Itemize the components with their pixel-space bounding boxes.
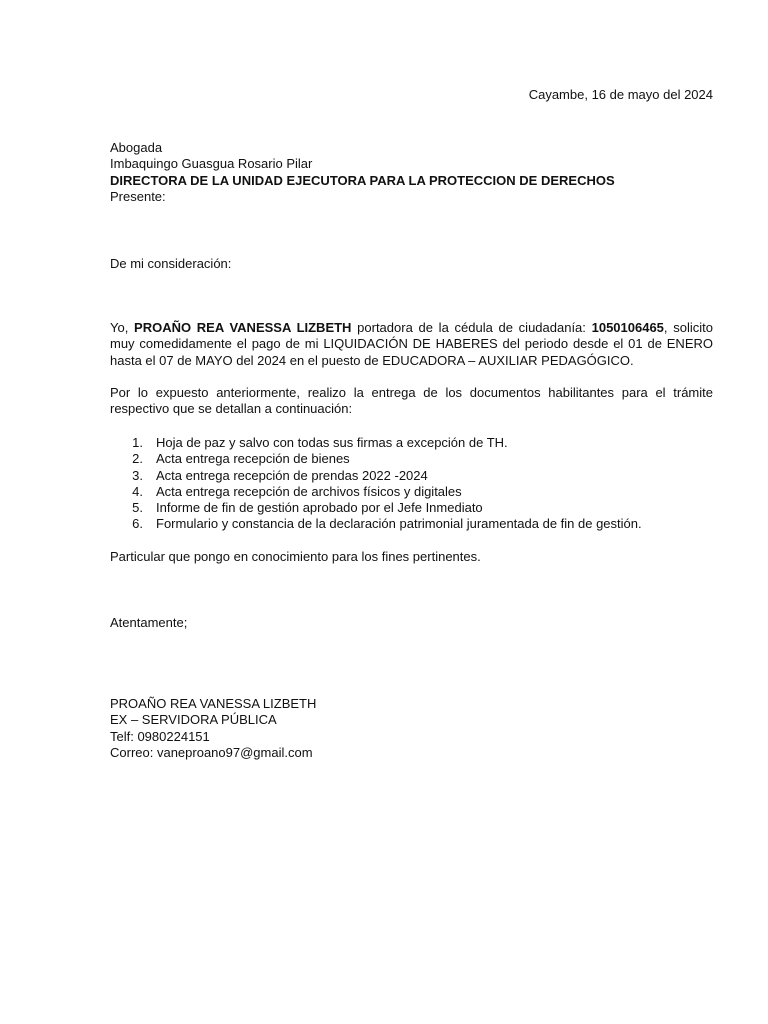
list-item — [110, 484, 642, 500]
list-item-number: 5. — [132, 500, 143, 516]
addressee-presente: Presente: — [110, 188, 166, 204]
list-item — [110, 468, 642, 484]
addressee-name: Imbaquingo Guasgua Rosario Pilar — [110, 156, 313, 172]
date-line: Cayambe, 16 de mayo del 2024 — [528, 87, 713, 102]
list-item — [110, 451, 642, 467]
id-number: 1050106465 — [591, 320, 664, 335]
list-item — [110, 500, 642, 516]
sender-name: PROAÑO REA VANESSA LIZBETH — [134, 320, 352, 335]
list-item — [110, 516, 642, 532]
body-paragraph-documents: Por lo expuesto anteriormente, realizo la entrega de los documentos habilitantes para el trámite respectivo que se detallan a continuación: — [110, 385, 713, 417]
list-item-text: Formulario y constancia de la declaración patrimonial juramentada de fin de gestión. — [156, 516, 642, 532]
signature-block — [110, 696, 316, 761]
body-paragraph-request — [110, 320, 713, 369]
addressee-position: DIRECTORA DE LA UNIDAD EJECUTORA PARA LA PROTECCION DE DERECHOS — [110, 172, 615, 188]
list-item-text: Acta entrega recepción de archivos físicos y digitales — [156, 483, 462, 499]
signature-phone: Telf: 0980224151 — [110, 728, 210, 744]
list-item-text: Acta entrega recepción de bienes — [156, 451, 350, 467]
greeting: De mi consideración: — [110, 256, 232, 271]
signature-role: EX – SERVIDORA PÚBLICA — [110, 712, 277, 728]
list-item-text: Informe de fin de gestión aprobado por el Jefe Inmediato — [156, 500, 483, 516]
paragraph-text-b: , solicito muy comedidamente el pago de mi LIQUIDACIÓN DE HABERES del periodo desde el 01 de ENERO hasta el 07 de MAYO del 2024 en el puesto de EDUCADORA – AUXILIAR PEDAGÓGICO. — [110, 320, 713, 368]
list-item-number: 2. — [132, 451, 143, 467]
list-item-text: Hoja de paz y salvo con todas sus firmas a excepción de TH. — [156, 435, 508, 450]
addressee-block — [110, 140, 615, 205]
list-item-number: 3. — [132, 467, 143, 483]
closing-note: Particular que pongo en conocimiento para los fines pertinentes. — [110, 549, 481, 564]
list-item — [110, 435, 642, 451]
list-item-number: 4. — [132, 483, 143, 499]
paragraph-prefix: Yo, — [110, 320, 135, 335]
documents-list — [110, 435, 642, 533]
list-item-number: 1. — [132, 435, 143, 450]
signature-email: Correo: vaneproano97@gmail.com — [110, 744, 313, 760]
farewell: Atentamente; — [110, 615, 188, 630]
list-item-text: Acta entrega recepción de prendas 2022 -2024 — [156, 467, 428, 483]
addressee-honorific: Abogada — [110, 140, 163, 155]
letter-page — [110, 0, 713, 1024]
signature-name: PROAÑO REA VANESSA LIZBETH — [110, 696, 317, 711]
paragraph-text-a: portadora de la cédula de ciudadanía: — [351, 320, 592, 335]
list-item-number: 6. — [132, 516, 143, 532]
